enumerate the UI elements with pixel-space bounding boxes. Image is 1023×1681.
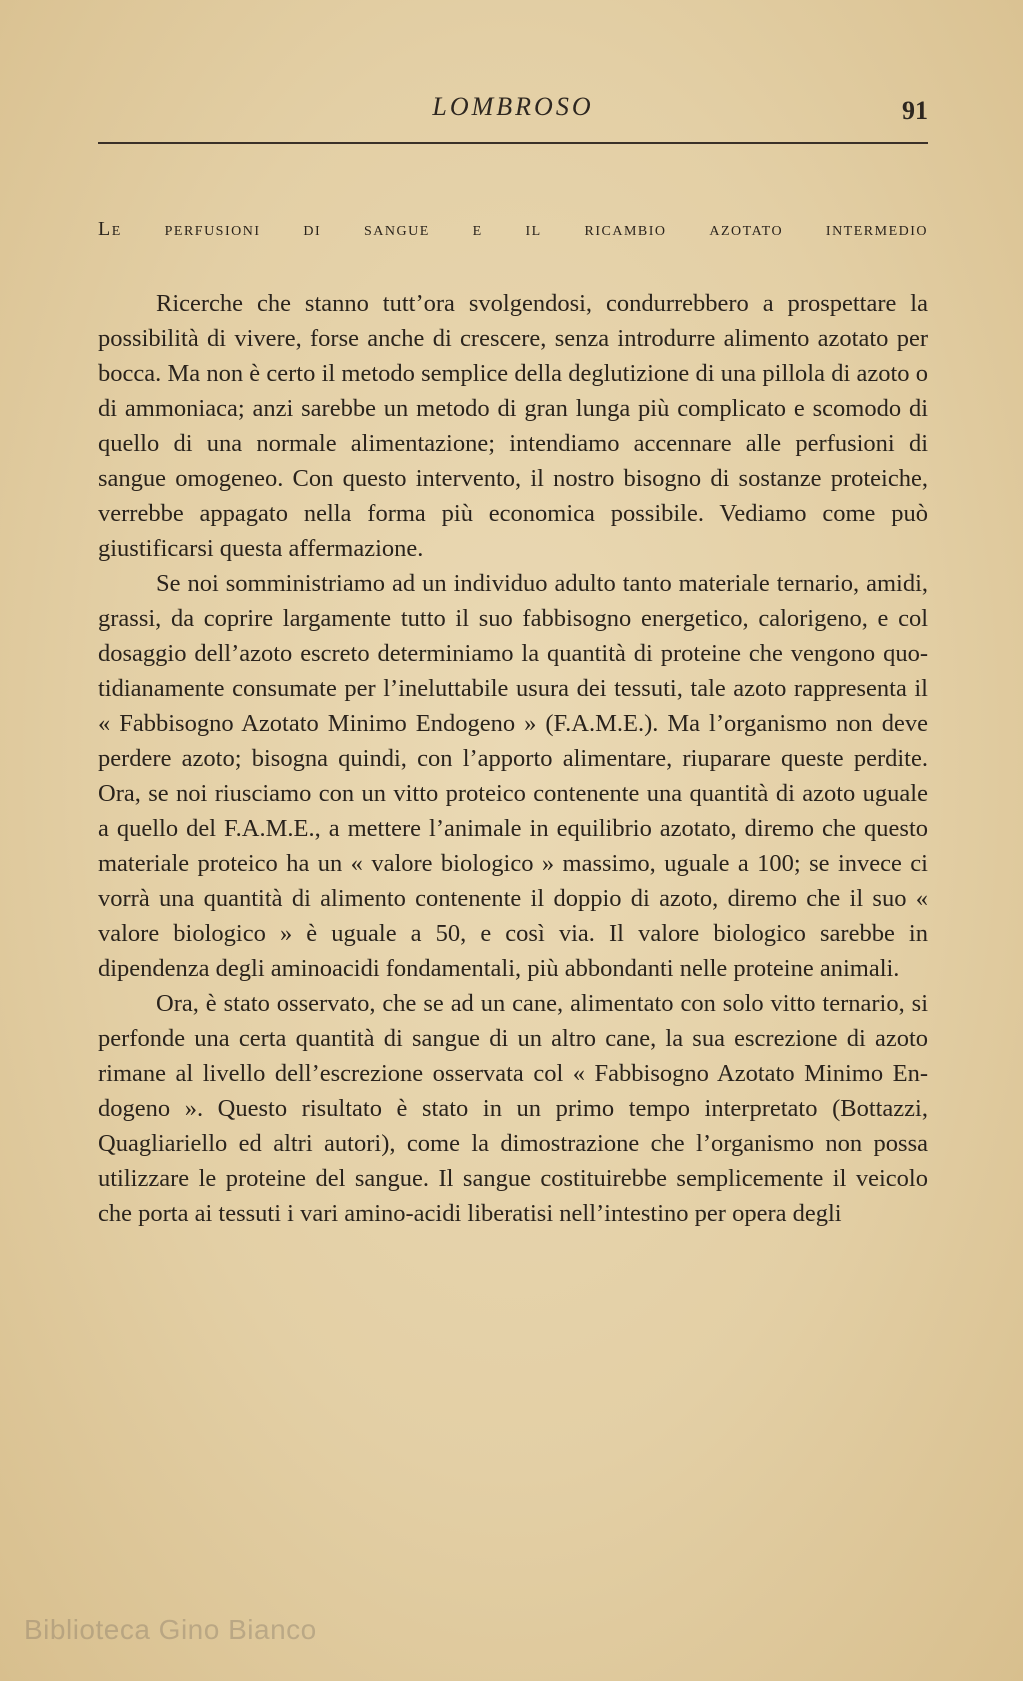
library-watermark: Biblioteca Gino Bianco	[24, 1614, 317, 1645]
paragraph-1: Ricerche che stanno tutt’ora svolgendosi, condurrebbero a prospettare la possibilità di vivere, forse anche di crescere, senza introdurre alimento azotato per bocca. Ma non è certo il metodo semplice della deglutizione di una pillola di azoto o di ammoniaca; anzi sarebbe un metodo di gran lunga più complicato e scomodo di quello di una normale alimentazione; intendiamo accennare alle perfusioni di sangue omogeneo. Con questo intervento, il nostro bisogno di sostanze proteiche, verrebbe appagato nella forma più economica possibile. Vediamo come può giustificarsi questa affermazione.	[98, 290, 928, 562]
header-rule	[98, 142, 928, 144]
paragraph-2: Se noi somministriamo ad un individuo adulto tanto materiale ternario, amidi, grassi, da coprire largamente tutto il suo fabbisogno energetico, calorigeno, e col dosaggio dell’azoto escreto determiniamo la quantità di proteine che vengono quotidianamente consumate per l’ineluttabile usura dei tessuti, tale azoto rappresenta il « Fabbisogno Azotato Minimo Endogeno » (F.A.M.E.). Ma l’organismo non deve perdere azoto; bisogna quindi, con l’apporto alimentare, riuparare queste perdite. Ora, se noi riusciamo con un vitto proteico contenente una quantità di azoto uguale a quello del F.A.M.E., a mettere l’animale in equilibrio azotato, diremo che questo materiale proteico ha un « valore biologico » massimo, uguale a 100; se invece ci vorrà una quantità di alimento contenente il doppio di azoto, diremo che il suo « valore biologico » è uguale a 50, e così via. Il valore biologico sarebbe in dipendenza degli aminoacidi fondamentali, più abbondanti nelle proteine animali.	[98, 570, 928, 982]
page-number: 91	[902, 96, 928, 125]
page-header	[98, 92, 928, 138]
body-text	[98, 286, 928, 1231]
paragraph-3: Ora, è stato osservato, che se ad un cane, alimentato con solo vitto ternario, si perfonde una certa quantità di sangue di un altro cane, la sua escrezione di azoto rimane al livello dell’escrezione osservata col « Fabbisogno Azotato Minimo Endogeno ». Questo risultato è stato in un primo tempo interpretato (Bottazzi, Quagliariello ed altri autori), come la dimostrazione che l’organismo non possa utilizzare le proteine del sangue. Il sangue costituirebbe semplicemente il veicolo che porta ai tessuti i vari amino-acidi liberatisi nell’intestino per opera degli	[98, 990, 928, 1227]
section-title: Le perfusioni di sangue e il ricambio azotato intermedio	[98, 218, 928, 240]
running-title: LOMBROSO	[432, 92, 594, 121]
